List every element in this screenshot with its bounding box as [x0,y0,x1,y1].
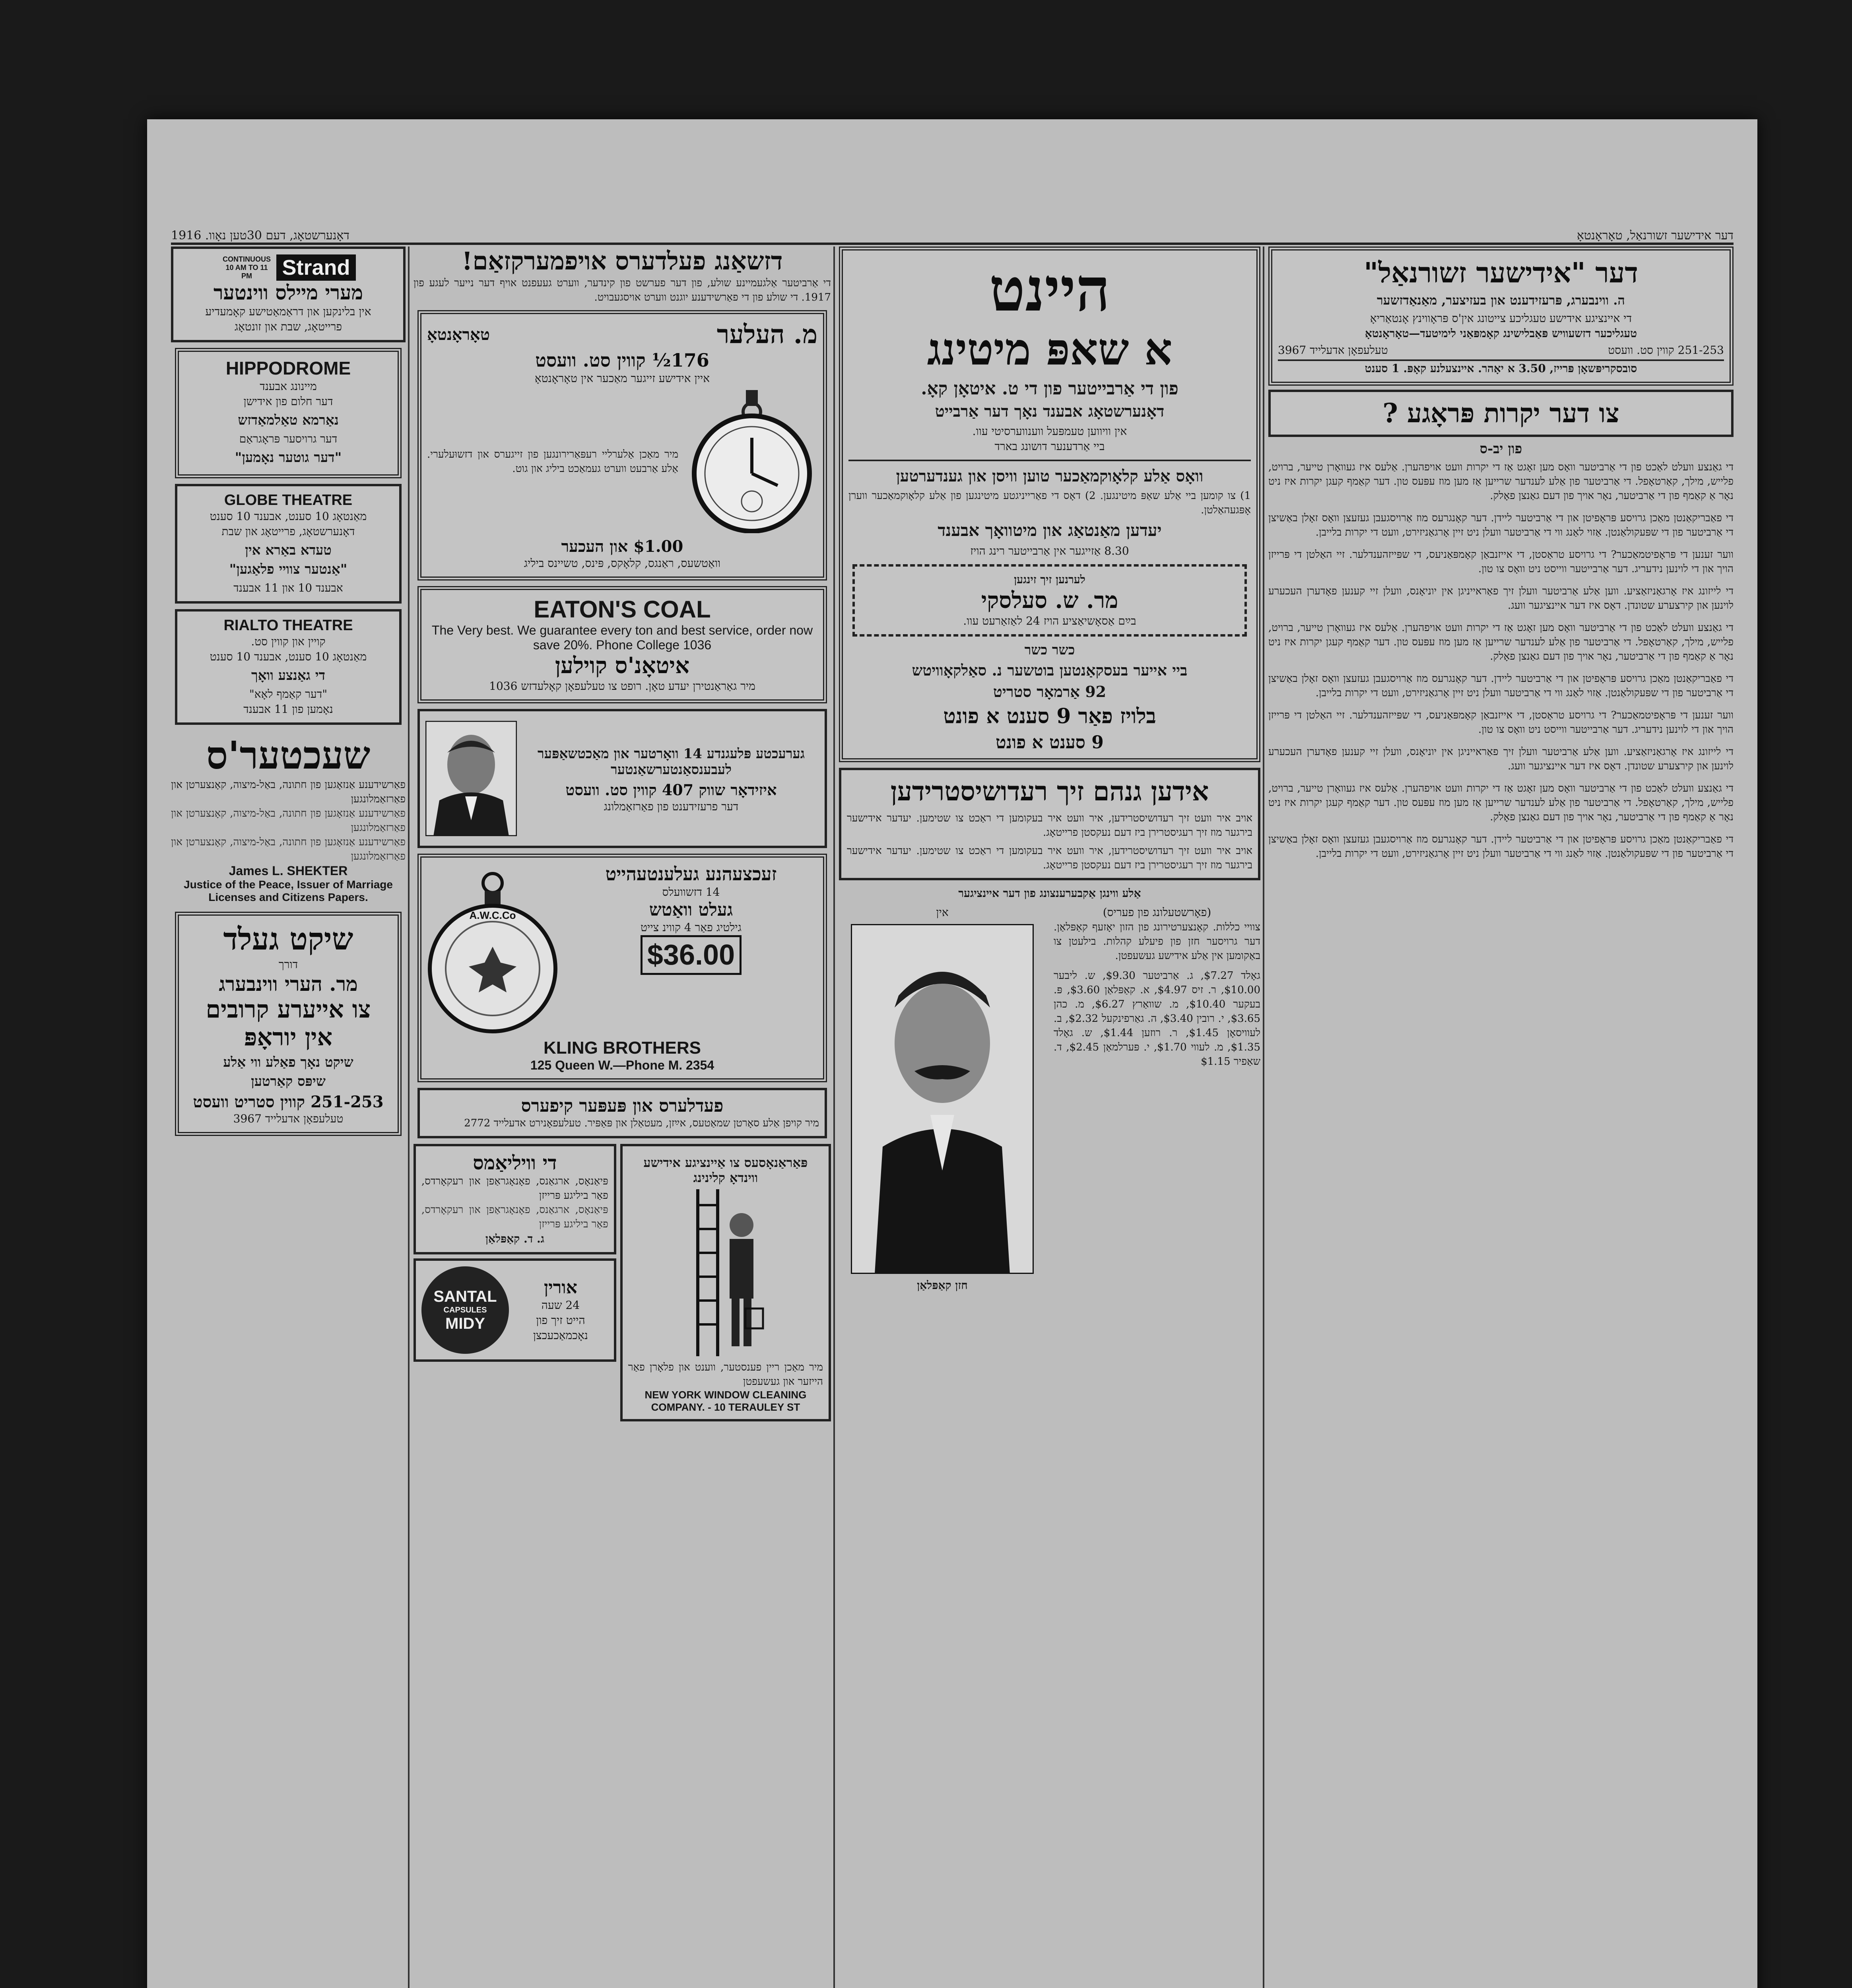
photo-ad-address: איזידאָר שווק 407 קווין סט. וועסט [565,781,777,799]
masthead-box [1268,247,1734,386]
meat-price-2: 9 סענט א פונט [996,732,1104,753]
butcher-name: ביי אייער בעסקאַנטען בוטשער נ. סאַלקאָוויטש [912,661,1188,679]
santal-foot: הייט זיך פון נאָכמאַכעכצן [533,1313,588,1342]
heller-foot: וואַטשעס, ראַנגס, קלאָקס, פּינס, טשיינס ביליג [524,557,721,570]
editorial-paragraph-6: די פאַבריקאַנטן מאַכן גרויסע פּראָפיטן און די אַרביטער ליידן. דער קאָנגרעס מוז אַרויסגעבן געזעצן וואָס זאָלן באַשיצן די אַרביטער פון די שפּעקולאַנטן. אַזוי לאַנג ווי די אַרביטער וועלן ניט זיין אָרגאַניזירט, וועט די יקרות בלייבן. [1268,673,1734,699]
peddlers-ad [417,1088,827,1138]
editorial-paragraph-9: די גאַנצע וועלט לאַכט פון די אַרביטער וואָס מען זאָגט אַז די יקרות וועט אויפהערן. אַלעס איז געוואָרן טייער, ברויט, פלייש, מילך, קאַרטאָפל. די אַרביטער פון אַלע לענדער שרייען אַז מען מוז עפּעס טון. דער קאַמף קעגן יקרות איז ניט נאָר אַ קאַמף פון די אַרביטער, נאָר אויך פון דעם גאַנצן פאָלק. [1268,782,1734,823]
editorial-paragraph-3: ווער זענען די פּראָפיטמאַכער? די גרויסע טראַסטן, די אייזנבאַן קאָמפּאַניעס, די שפּייזהענדלער. זיי האַלטן די פּרייזן הויך און די לוינען נידעריג. דער אַרבייטער ווייסט ניט וואָס צו טון. [1268,549,1734,575]
masthead-left-text: דאָנערשטאָג, דעם 30טען נאָוו. 1916 [171,229,349,243]
send-money-address: 251-253 קווין סטריט וועסט [193,1093,384,1111]
globe-l5: אבענד 10 און 11 אבענד [233,581,343,594]
editorial-paragraph-4: די לייזונג איז אָרגאַניזאַציע. ווען אַלע אַרביטער וועלן זיך פאַראייניגן אין יוניאָנס, וועלן זיי קענען פאָדערן העכערע לוינען און קירצערע שטונדן. דאָס איז דער איינציגער וועג. [1268,585,1734,612]
eaton-foot: מיר גאַראַנטירן יעדע טאָן. רופט צו טעלעפאָן קאָלעדזש 1036 [489,679,755,693]
singing-head: לערנען זיך זינגען [1014,573,1085,586]
pocket-watch-icon [686,390,817,533]
send-money-agent: מר. הערי ווינבערג [219,972,358,996]
santal-capsule-badge [421,1266,509,1354]
concert-note: (פאָרשטעלונג פון פעריס) [1103,906,1211,919]
williams-body-2: פּיאַנאָס, ארגאַנס, פאָנאָגראַפן און רעקאָרדס, פאַר ביליגע פּרייזן [421,1204,608,1230]
eaton-body: The Very best. We guarantee every ton and best service, order now save 20%. Phone College 1036 [431,623,813,652]
registration-text-2: אויב איר וועט זיך רעדושיסטרידען, איר וועט איר בעקומען די ראַכט צו שטימען. יעדער אידישער בירגער מוז זיך רעגיסטרירן ביז דעם נעקסטן פרייטאָג. [847,845,1252,871]
registration-text: אויב איר וועט זיך רעדושיסטרידען, איר וועט איר בעקומען די ראַכט צו שטימען. יעדער אידישער בירגער מוז זיך רעגיסטרירן ביז דעם נעקסטן פרייטאָג. [847,812,1252,839]
company-line: טעגליכער דזשעוויש פּאַבלישינג קאָמפּאַני לימיטעד—טאָראָנטאָ [1365,327,1637,340]
watch-sale-head: זעכצעהנע געלענטעהייט [605,863,777,885]
globe-logo: GLOBE THEATRE [224,492,353,509]
hippodrome-ad [175,348,402,478]
hippodrome-l2: דער חלום פון אידישן [243,395,333,408]
kling-address: 125 Queen W.—Phone M. 2354 [530,1058,714,1072]
peddlers-ad-head: פעדלערס און פּעפּער קיפערס [521,1096,724,1116]
heller-watch-ad [417,310,827,580]
memorial-head: אַלע ווינגן אַקבערענצונג פון דער איינציגער [958,887,1141,900]
send-money-phone: טעלעפאָן אדעלייד 3967 [233,1112,344,1125]
hippodrome-star: נאַרמא טאַלמאַדזש [238,412,339,428]
eaton-coal-ad [417,586,827,703]
watch-sale-ad [417,854,827,1082]
cloakmakers-heading: וואָס אַלע קלאָוקמאַכער טוען וויסן און גענדערטען [896,467,1204,485]
watch-jewels: 14 דזשוועלס [662,885,720,899]
heller-name: מ. העלער [716,320,817,349]
gold-watch-icon [427,867,558,1034]
window-body: מיר מאַכן ריין פענסטער, ווענט און פלאָרן פאַר הייזער און געשעפטן [628,1361,823,1388]
kling-brothers: KLING BROTHERS [544,1038,701,1058]
peddlers-ad-body: מיר קויפן אַלע סאָרטן שמאַטעס, אײַזן, מעטאַלן און פּאַפּיר. טעלעפאָנירט אדעלייד 2772 [464,1117,819,1129]
strand-ad [171,247,406,342]
hippodrome-l5: "דער גוטער נאָמען" [235,450,342,466]
williams-body: פּיאַנאָס, ארגאַנס, פאָנאָגראַפן און רעקאָרדס, פאַר ביליגע פּרייזן [421,1175,608,1202]
today-headline: היינט [989,255,1110,325]
editorial-paragraph-8: די לייזונג איז אָרגאַניזאַציע. ווען אַלע אַרביטער וועלן זיך פאַראייניגן אין יוניאָנס, וועלן זיי קענען פאָדערן העכערע לוינען און קירצערע שטונדן. דאָס איז דער איינציגער וועג. [1268,746,1734,772]
editorial-paragraph-10: די פאַבריקאַנטן מאַכן גרויסע פּראָפיטן און די אַרביטער ליידן. דער קאָנגרעס מוז אַרויסגעבן געזעצן וואָס זאָלן באַשיצן די אַרביטער פון די שפּעקולאַנטן. אַזוי לאַנג ווי די אַרביטער וועלן ניט זיין אָרגאַניזירט, וועט די יקרות בלייבן. [1268,833,1734,860]
watch-price: $36.00 [641,935,742,975]
kosher-head: כשר כשר [1024,642,1075,658]
send-money-ad [175,912,402,1136]
williams-foot: ג. ד. קאַפּלאַן [485,1232,544,1245]
ads-column [413,247,831,1988]
eaton-yiddish: איטאָנ'ס קוילען [555,652,690,679]
rialto-l5: נאָמען פון 11 אבענד [243,703,333,716]
watch-valid: גילטיג פאַר 4 קווינ צייט [641,921,742,934]
portrait-caption: חזן קאַפּלאַן [917,1279,968,1292]
cantor-portrait [851,924,1034,1274]
photo-ad [417,709,827,848]
phone-line: טעלעפאָן אדעלייד 3967 [1278,344,1388,357]
concert-text: צוויי כללות. קאָנצערטירונג פון הזון יאָזעף קאַפּלאַן. דער גרויסער חזן פון פיעלע קהלות. בילעטן צו באַקומען אין אַלע אידישע געשעפטן. [1054,921,1260,962]
watch-brand: A.W.C.Co [469,909,516,921]
heller-city: טאָראָנטאָ [427,325,490,344]
santal-name: MIDY [445,1314,485,1332]
send-money-l5: שיקט נאָך פאַלע ווי אַלע [223,1054,353,1070]
rialto-l2: מאַנטאָג 10 סענט, אבענד 10 סענט [210,650,367,663]
globe-l1: מאַנטאָג 10 סענט, אבענד 10 סענט [210,510,367,523]
shekter-title: Justice of the Peace, Issuer of Marriage Licenses and Citizens Papers. [184,878,393,903]
heller-address: 176½ קווין סט. וועסט [535,349,709,371]
heller-price: $1.00 און העכער [561,537,683,556]
meeting-column [839,247,1260,1988]
weekly-meetings-sub: 8.30 אַזייגער אין אַרבייטער רינג הויז [970,544,1129,557]
butcher-address: 92 אַרמאָר סטריט [993,683,1107,701]
shekter-name: James L. SHEKTER [229,864,348,878]
paper-title: דער "אידישער זשורנאַל" [1363,256,1638,289]
editorial-paragraph-5: די גאַנצע וועלט לאַכט פון די אַרביטער וואָס מען זאָגט אַז די יקרות וועט אויפהערן. אַלעס איז געוואָרן טייער, ברויט, פלייש, מילך, קאַרטאָפל. די אַרביטער פון אַלע לענדער שרייען אַז מען מוז עפּעס טון. דער קאַמף קעגן יקרות איז ניט נאָר אַ קאַמף פון די אַרביטער, נאָר אויך פון דעם גאַנצן פאָלק. [1268,622,1734,662]
eaton-heading: EATON'S COAL [534,596,711,623]
editorial-paragraph-2: די פאַבריקאַנטן מאַכן גרויסע פּראָפיטן און די אַרביטער ליידן. דער קאָנגרעס מוז אַרויסגעבן געזעצן וואָס זאָלן באַשיצן די אַרביטער פון די שפּעקולאַנטן. אַזוי לאַנג ווי די אַרביטער וועלן ניט זיין אָרגאַניזירט, וועט די יקרות בלייבן. [1268,512,1734,538]
cloakmakers-text: 1) צו קומען ביי אַלע שאַפּ מיטינגען. 2) דאָס די פאַרייניגטע מיטינגען פון אַלע קלאָוקמאַכער ווערן אָפּגעהאַלטן. [848,490,1251,516]
registration-headline: אידען גנהם זיך רעדושיסטרידען [890,776,1209,807]
memorial-sub: אין [936,906,949,919]
editorial-headline-box [1268,390,1734,437]
shekter-headline: שעכטער'ס [206,733,371,778]
editorial-byline: פון יב-ס [1479,441,1522,457]
santal-sub: CAPSULES [443,1305,487,1314]
newspaper-page [147,119,1757,1988]
theatre-column [171,247,406,1988]
photo-ad-body: דער פרעזידענט פון פאַרזאַמלונג [604,800,739,813]
registration-box [839,768,1260,880]
shop-meeting-title: א שאפּ מיטינג [927,324,1173,375]
window-cleaner-illustration [686,1189,765,1356]
meeting-box [839,247,1260,762]
cantor-column [1054,905,1260,1293]
address-line: 251-253 קווין סט. וועסט [1608,344,1724,357]
meeting-sub-4: ביי אַרדענער דושונג בארד [994,440,1105,453]
strand-line1: אין בלינקען און דראַמאַטישע קאָמעדיע [205,305,371,318]
strand-star: מערי מיילס ווינטער [213,281,363,304]
hippodrome-l1: מיינונג אבענד [260,380,317,393]
rialto-logo: RIALTO THEATRE [223,617,353,634]
man-portrait [425,721,517,836]
globe-l2: דאָנערשטאָג, פרייטאָג און שבת [221,525,355,538]
send-money-head: שיקט געלד [223,921,353,957]
running-header [171,223,1734,245]
editorial-column [1268,247,1734,1988]
photo-ad-head: גערעכטע פּלעגנדע 14 וואָרטער און מאַכטשאַפּער לעבענסאַנטערשאַנטער [538,746,805,778]
column-rule [408,247,410,1988]
strand-hours: CONTINUOUS 10 AM TO 11 PM [222,255,271,280]
shekter-body: פאַרשידענע אַנזאָגען פון חתונה, באַל-מיצוה, קאָנצערטן און פאַרזאַמלונגען [171,779,406,805]
santal-hours: 24 שעה [541,1298,580,1312]
strand-line2: פרייטאָג, שבת און זונטאָג [234,320,342,333]
shekter-body-2: פאַרשידענע אַנזאָגען פון חתונה, באַל-מיצוה, קאָנצערטן און פאַרזאַמלונגען [171,808,406,834]
window-company: NEW YORK WINDOW CLEANING COMPANY. - 10 TERAULEY ST [645,1389,807,1413]
editorial-paragraph-7: ווער זענען די פּראָפיטמאַכער? די גרויסע טראַסטן, די אייזנבאַן קאָמפּאַניעס, די שפּייזהענדלער. זיי האַלטן די פּרייזן הויך און די לוינען נידעריג. דער אַרבייטער ווייסט ניט וואָס צו טון. [1268,709,1734,736]
publisher-line: ה. ווינבערג, פּרעזידענט און בעזיצער, מאַנאַדזשער [1377,293,1625,308]
strand-logo: Strand [276,254,355,281]
editorial-paragraph-1: די גאַנצע וועלט לאַכט פון די אַרביטער וואָס מען זאָגט אַז די יקרות וועט אויפהערן. אַלעס איז געוואָרן טייער, ברויט, פלייש, מילך, קאַרטאָפל. די אַרביטער פון אַלע לענדער שרייען אַז מען מוז עפּעס טון. דער קאַמף קעגן יקרות איז ניט נאָר אַ קאַמף פון די אַרביטער, נאָר אויך פון דעם גאַנצן פאָלק. [1268,461,1734,502]
send-money-relatives: צו אייערע קרובים [206,996,371,1023]
peddlers-intro: די אַרביטער אַלגעמיינע שולע, פון דער פערשט פון קינדער, ווערט געעפנט אויף דער נייער לעגע פון 1917. די שולע פון די פאַרשידענע יוגנט ווערט אויסגעבויט. [413,277,831,303]
column-rule [833,247,835,1988]
singing-address: בײַם אַסאָשיאַציע הויז 24 לאַזאַרעט עוו. [963,614,1136,627]
meeting-sub-3: אין וויווען טעמפּעל ווענווערסיטי עוו. [972,425,1127,438]
peddlers-headline: דזשאַנג פעלדערס אויפמערקזאַם! [462,247,783,276]
weekly-meetings: יעדען מאַנטאַג און מיטוואָך אבענד [938,520,1162,540]
subscription-line: סובסקריפּשאָן פּרייז, 3.50 א יאָהר. איינצעלנע קאָפּ. 1 סענט [1278,359,1724,376]
hippodrome-logo: HIPPODROME [225,358,351,379]
singing-teacher: מר. ש. סעלסקי [981,587,1118,613]
rialto-l3: די גאַנצע וואָך [251,668,326,683]
meeting-sub-1: פון די אַרבייטער פון די ט. איטאָן קאָ. [921,379,1178,399]
santal-ad [413,1258,616,1362]
masthead-right-text: דער אידישער זשורנאַל, טאָראָנטאָ [1577,229,1734,243]
column-rule [1263,247,1264,1988]
donation-list: גאָלד $7.27, ג. אַרביטער $9.30, ש. ליבער $10.00, ר. זיס $4.97, א. קאַפּלאַן $3.60, פּ. בעקער $10.40, מ. שוואַרץ $6.27, מ. כהן $3.65, י. רובין $3.40, ה. גאַרפינקעל $2.32, ב. לעוויסאָן $1.45, ר. רוזען $1.44, ש. גאָלד $1.35, מ. לעווי $1.70, י. פּערלמאַן $2.45, ד. שאַפיר $1.15 [1054,970,1260,1068]
portrait-column [839,905,1046,1293]
hippodrome-l4: דער גרויסער פּראָגראַם [239,432,338,445]
heller-body: מיר מאַכן אַלערליי רעפּאַרירונגען פון זייגערס און דזשוּעלערי. אַלע אַרבעט ווערט געמאַכט ביליג און גוט. [427,448,678,475]
paper-subtitle: די איינציגע אידישע טעגליכע צייטונג אין'ס פּראָווינץ אָנטאַריאָ [1370,312,1632,325]
send-money-via: דורך [278,958,298,971]
globe-l3: טעדא באַרא אין [245,542,332,558]
santal-brand: SANTAL [433,1287,497,1305]
singing-lessons-ad [852,564,1247,637]
heller-sub: איין אידישע זייגער מאַכער אין טאָראָנטאָ [534,372,710,385]
watch-gold: געלט וואַטש [649,900,733,920]
rialto-l1: קויין און קווין סט. [251,635,326,648]
editorial-headline: צו דער יקרות פּראָגע ? [1382,398,1619,429]
send-money-l6: שיפּס קאַרטען [251,1074,326,1089]
globe-l4: "אַנטער צוויי פלאַגען" [229,561,347,577]
send-money-europe: אין יוראָפּ [244,1023,333,1051]
globe-theatre-ad [175,484,402,604]
rialto-theatre-ad [175,609,402,725]
meat-price-1: בלויז פאַר 9 סענט א פונט [943,704,1156,728]
rialto-l4: "דער קאַמף לאָא" [249,687,328,701]
shekter-body-3: פאַרשידענע אַנזאָגען פון חתונה, באַל-מיצוה, קאָנצערטן און פאַרזאַמלונגען [171,836,406,862]
meeting-sub-2: דאָנערשטאָג אבענד נאָך דער אַרבייט [935,402,1165,421]
santal-yiddish: אורין [544,1277,577,1298]
williams-ad [413,1144,616,1254]
window-head: פּאַראַנאָסעס צו אַיינציגע אידישע ווינדאָ קלינינג [643,1155,808,1185]
williams-head: די וויליאַמס [473,1152,557,1174]
window-cleaning-ad [620,1144,831,1421]
